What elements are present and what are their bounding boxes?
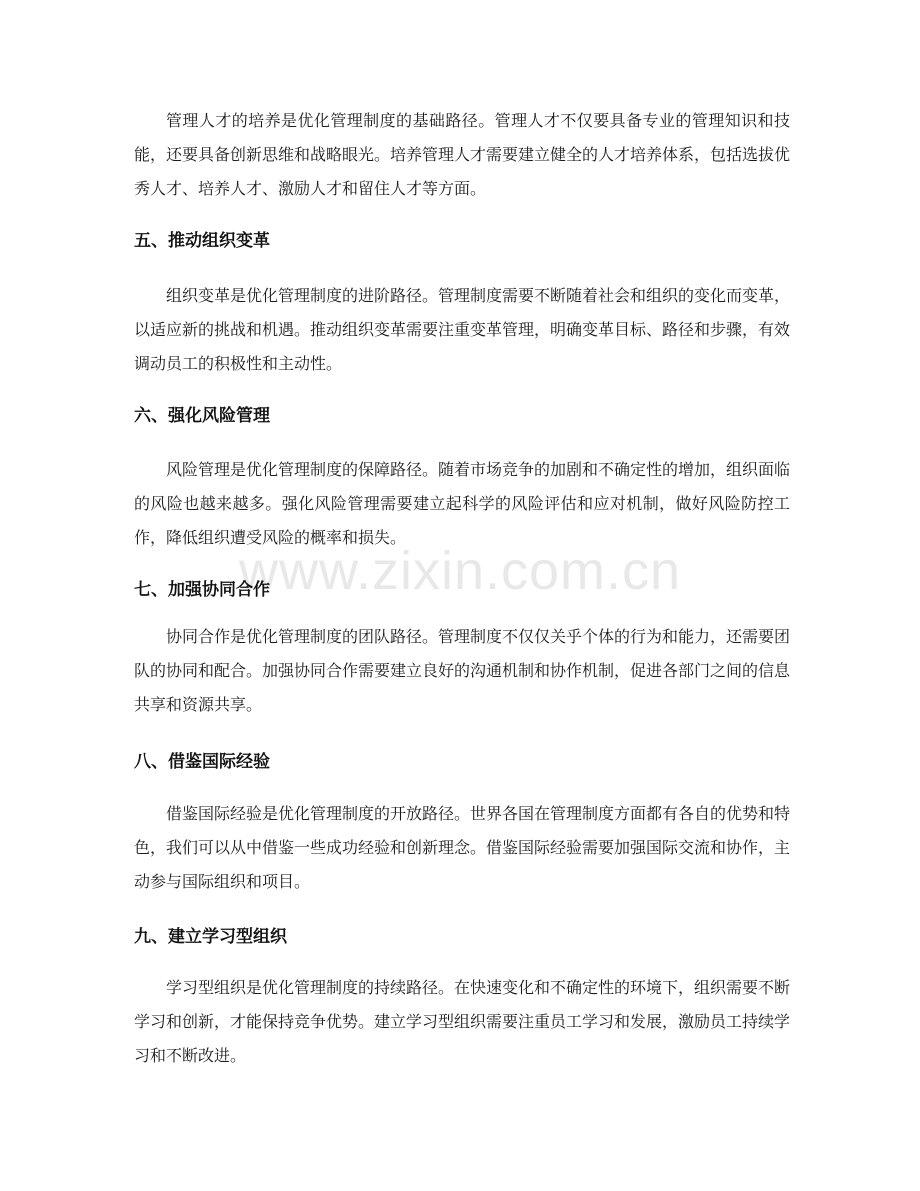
section-body-block-5	[134, 279, 790, 381]
section-body-block-6	[134, 453, 790, 555]
section-paragraph-8: 借鉴国际经验是优化管理制度的开放路径。世界各国在管理制度方面都有各自的优势和特色，我们可以从中借鉴一些成功经验和创新理念。借鉴国际经验需要加强国际交流和协作，主动参与国际组织和项目。	[134, 804, 791, 891]
intro-paragraph-block	[134, 104, 790, 206]
section-heading-9: 九、建立学习型组织	[134, 927, 287, 947]
section-body-block-9	[134, 971, 790, 1073]
intro-paragraph: 管理人才的培养是优化管理制度的基础路径。管理人才不仅要具备专业的管理知识和技能，还要具备创新思维和战略眼光。培养管理人才需要建立健全的人才培养体系，包括选拔优秀人才、培养人才、激励人才和留住人才等方面。	[134, 111, 791, 198]
section-paragraph-7: 协同合作是优化管理制度的团队路径。管理制度不仅仅关乎个体的行为和能力，还需要团队的协同和配合。加强协同合作需要建立良好的沟通机制和协作机制，促进各部门之间的信息共享和资源共享。	[134, 627, 791, 714]
section-body-block-7	[134, 620, 790, 722]
section-heading-7: 七、加强协同合作	[134, 580, 270, 600]
section-heading-8: 八、借鉴国际经验	[134, 752, 270, 772]
section-paragraph-6: 风险管理是优化管理制度的保障路径。随着市场竞争的加剧和不确定性的增加，组织面临的风险也越来越多。强化风险管理需要建立起科学的风险评估和应对机制，做好风险防控工作，降低组织遭受风险的概率和损失。	[134, 460, 791, 547]
section-heading-6: 六、强化风险管理	[134, 406, 270, 426]
section-body-block-8	[134, 797, 790, 899]
section-heading-5: 五、推动组织变革	[134, 231, 270, 251]
section-paragraph-5: 组织变革是优化管理制度的进阶路径。管理制度需要不断随着社会和组织的变化而变革，以适应新的挑战和机遇。推动组织变革需要注重变革管理，明确变革目标、路径和步骤，有效调动员工的积极性和主动性。	[134, 286, 791, 373]
section-paragraph-9: 学习型组织是优化管理制度的持续路径。在快速变化和不确定性的环境下，组织需要不断学习和创新，才能保持竞争优势。建立学习型组织需要注重员工学习和发展，激励员工持续学习和不断改进。	[134, 978, 791, 1065]
watermark-text: www.zixin.com.cn	[238, 541, 682, 601]
